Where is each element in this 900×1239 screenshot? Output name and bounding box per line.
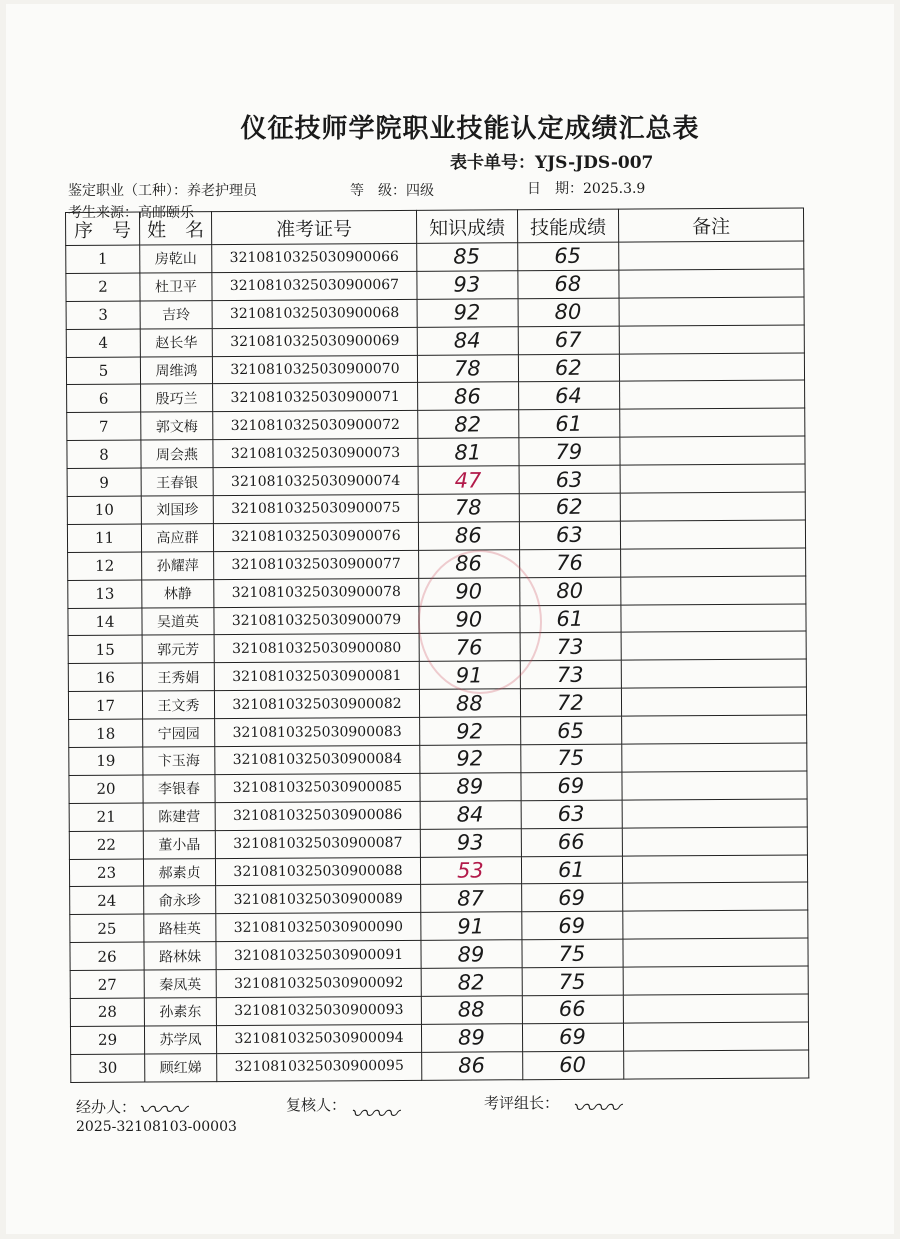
cell-seq: 16 <box>68 663 142 691</box>
table-row <box>70 994 808 1026</box>
cell-knowledge-score: 91 <box>419 661 520 690</box>
cell-name: 郝素贞 <box>143 858 215 886</box>
cell-remarks <box>622 827 807 856</box>
cell-skill-score: 69 <box>522 911 623 940</box>
level-value: 四级 <box>406 183 434 199</box>
cell-seq: 22 <box>69 831 143 859</box>
table-row <box>68 687 806 719</box>
cell-seq: 13 <box>68 580 142 608</box>
cell-remarks <box>621 659 806 688</box>
cell-skill-score: 62 <box>518 354 619 383</box>
cell-name: 周维鸿 <box>140 356 212 384</box>
cell-skill-score: 61 <box>521 856 622 885</box>
cell-seq: 4 <box>66 329 140 357</box>
cell-seq: 8 <box>67 440 141 468</box>
cell-name: 李银春 <box>143 775 215 803</box>
cell-remarks <box>623 966 808 995</box>
cell-seq: 5 <box>66 357 140 385</box>
table-header-row <box>66 208 804 246</box>
cell-remarks <box>622 855 807 884</box>
cell-seq: 10 <box>67 496 141 524</box>
cell-knowledge-score: 47 <box>418 466 519 495</box>
cell-skill-score: 65 <box>521 716 622 745</box>
reviewer-label: 复核人： <box>286 1096 347 1114</box>
cell-remarks <box>623 1022 808 1051</box>
cell-exam-id: 3210810325030900079 <box>214 606 419 635</box>
cell-name: 宁园园 <box>143 719 215 747</box>
cell-skill-score: 80 <box>520 577 621 606</box>
cell-knowledge-score: 82 <box>421 968 522 997</box>
cell-seq: 18 <box>69 719 143 747</box>
reviewer-signature: 〰〰 <box>350 1100 398 1128</box>
cell-skill-score: 64 <box>519 382 620 411</box>
cell-exam-id: 3210810325030900082 <box>214 690 419 719</box>
handler-label: 经办人： <box>76 1098 137 1116</box>
cell-name: 顾红娣 <box>145 1053 217 1081</box>
document-title: 仪征技师学院职业技能认定成绩汇总表 <box>240 114 700 144</box>
cell-seq: 28 <box>70 998 144 1026</box>
cell-name: 高应群 <box>141 524 213 552</box>
cell-skill-score: 69 <box>521 772 622 801</box>
cell-remarks <box>620 464 805 493</box>
header-remarks: 备注 <box>618 208 803 242</box>
source-value: 高邮颐乐 <box>138 205 194 221</box>
cell-name: 杜卫平 <box>140 272 212 300</box>
cell-knowledge-score: 88 <box>421 996 522 1025</box>
cell-knowledge-score: 88 <box>419 689 520 718</box>
table-row <box>66 325 804 357</box>
cell-name: 路桂英 <box>144 914 216 942</box>
header-skill-score: 技能成绩 <box>517 209 618 243</box>
table-row <box>69 827 807 859</box>
cell-knowledge-score: 93 <box>420 828 521 857</box>
cell-skill-score: 68 <box>518 270 619 299</box>
cell-exam-id: 3210810325030900093 <box>216 996 421 1025</box>
cell-name: 周会燕 <box>141 440 213 468</box>
cell-seq: 24 <box>70 887 144 915</box>
cell-skill-score: 62 <box>519 493 620 522</box>
cell-seq: 26 <box>70 942 144 970</box>
cell-seq: 25 <box>70 914 144 942</box>
cell-exam-id: 3210810325030900095 <box>217 1052 422 1081</box>
table-row <box>69 715 807 747</box>
cell-seq: 9 <box>67 468 141 496</box>
cell-exam-id: 3210810325030900076 <box>213 522 418 551</box>
cell-knowledge-score: 86 <box>419 550 520 579</box>
cell-skill-score: 75 <box>522 967 623 996</box>
cell-seq: 17 <box>68 691 142 719</box>
cell-knowledge-score: 53 <box>420 856 521 885</box>
table-row <box>67 408 805 440</box>
cell-exam-id: 3210810325030900069 <box>212 327 417 356</box>
cell-exam-id: 3210810325030900081 <box>214 662 419 691</box>
cell-name: 赵长华 <box>140 328 212 356</box>
table-row <box>67 380 805 412</box>
cell-exam-id: 3210810325030900080 <box>214 634 419 663</box>
cell-skill-score: 73 <box>520 633 621 662</box>
cell-remarks <box>620 408 805 437</box>
table-row <box>67 520 805 552</box>
cell-exam-id: 3210810325030900084 <box>215 745 420 774</box>
cell-remarks <box>621 548 806 577</box>
cell-exam-id: 3210810325030900070 <box>212 355 417 384</box>
table-row <box>69 799 807 831</box>
table-row <box>67 492 805 524</box>
occupation-label: 鉴定职业（工种）： <box>68 183 187 199</box>
cell-seq: 3 <box>66 301 140 329</box>
cell-name: 孙素东 <box>144 998 216 1026</box>
cell-remarks <box>621 687 806 716</box>
cell-seq: 14 <box>68 608 142 636</box>
cell-exam-id: 3210810325030900087 <box>215 829 420 858</box>
cell-remarks <box>619 325 804 354</box>
cell-knowledge-score: 78 <box>418 494 519 523</box>
cell-remarks <box>621 604 806 633</box>
cell-knowledge-score: 92 <box>417 299 518 328</box>
cell-skill-score: 63 <box>521 800 622 829</box>
cell-remarks <box>619 269 804 298</box>
leader-signature: 〰〰 <box>572 1094 620 1122</box>
cell-name: 房乾山 <box>140 245 212 273</box>
table-row <box>70 910 808 942</box>
date-label: 日 期： <box>527 181 583 197</box>
table-row <box>67 436 805 468</box>
cell-name: 王春银 <box>141 468 213 496</box>
cell-name: 吉玲 <box>140 300 212 328</box>
cell-remarks <box>623 994 808 1023</box>
level-field <box>350 180 434 200</box>
cell-name: 殷巧兰 <box>141 384 213 412</box>
card-number: 表卡单号：YJS-JDS-007 <box>450 153 654 173</box>
cell-seq: 2 <box>66 273 140 301</box>
cell-skill-score: 80 <box>518 298 619 327</box>
cell-skill-score: 67 <box>518 326 619 355</box>
cell-knowledge-score: 82 <box>418 410 519 439</box>
cell-seq: 29 <box>70 1026 144 1054</box>
cell-exam-id: 3210810325030900083 <box>215 717 420 746</box>
cell-knowledge-score: 84 <box>417 326 518 355</box>
document-code: 2025-32108103-00003 <box>76 1119 237 1135</box>
table-row <box>66 297 804 329</box>
cell-knowledge-score: 86 <box>418 382 519 411</box>
cell-exam-id: 3210810325030900090 <box>216 913 421 942</box>
occupation-field <box>68 180 257 200</box>
cell-name: 林静 <box>142 579 214 607</box>
cell-remarks <box>622 771 807 800</box>
cell-name: 王秀娟 <box>142 663 214 691</box>
cell-remarks <box>623 882 808 911</box>
cell-seq: 7 <box>67 412 141 440</box>
cell-exam-id: 3210810325030900078 <box>214 578 419 607</box>
cell-remarks <box>620 436 805 465</box>
cell-seq: 11 <box>67 524 141 552</box>
cell-remarks <box>623 938 808 967</box>
cell-knowledge-score: 89 <box>421 1024 522 1053</box>
table-row <box>70 938 808 970</box>
cell-exam-id: 3210810325030900068 <box>212 299 417 328</box>
cell-remarks <box>620 520 805 549</box>
header-exam-id: 准考证号 <box>212 210 417 244</box>
official-stamp <box>418 550 542 694</box>
cell-skill-score: 75 <box>522 939 623 968</box>
cell-exam-id: 3210810325030900075 <box>213 494 418 523</box>
cell-name: 俞永珍 <box>144 886 216 914</box>
cell-knowledge-score: 89 <box>421 940 522 969</box>
cell-skill-score: 63 <box>519 465 620 494</box>
cell-knowledge-score: 89 <box>420 773 521 802</box>
cell-seq: 27 <box>70 970 144 998</box>
cell-name: 孙耀萍 <box>142 551 214 579</box>
cell-seq: 12 <box>68 552 142 580</box>
level-label: 等 级： <box>350 183 406 199</box>
cell-name: 郭元芳 <box>142 635 214 663</box>
cell-skill-score: 65 <box>518 242 619 271</box>
cell-exam-id: 3210810325030900072 <box>213 411 418 440</box>
cell-name: 郭文梅 <box>141 412 213 440</box>
table-row <box>70 1022 808 1054</box>
date-value: 2025.3.9 <box>583 181 646 197</box>
cell-exam-id: 3210810325030900066 <box>212 243 417 272</box>
cell-knowledge-score: 86 <box>418 522 519 551</box>
header-name: 姓 名 <box>140 212 212 245</box>
cell-skill-score: 72 <box>520 688 621 717</box>
table-row <box>69 771 807 803</box>
cell-exam-id: 3210810325030900067 <box>212 271 417 300</box>
cell-skill-score: 79 <box>519 437 620 466</box>
table-row <box>70 882 808 914</box>
cell-seq: 15 <box>68 636 142 664</box>
header-seq: 序 号 <box>66 212 140 245</box>
cell-skill-score: 69 <box>522 884 623 913</box>
handler-signature: 〰〰 <box>138 1096 186 1124</box>
table-row <box>67 464 805 496</box>
table-row <box>71 1050 809 1082</box>
table-row <box>70 966 808 998</box>
cell-exam-id: 3210810325030900071 <box>213 383 418 412</box>
table-row <box>69 855 807 887</box>
leader-label: 考评组长： <box>484 1094 560 1112</box>
cell-knowledge-score: 90 <box>419 577 520 606</box>
cell-knowledge-score: 87 <box>421 884 522 913</box>
cell-name: 王文秀 <box>142 691 214 719</box>
cell-remarks <box>621 576 806 605</box>
cell-knowledge-score: 84 <box>420 801 521 830</box>
cell-exam-id: 3210810325030900088 <box>215 857 420 886</box>
cell-exam-id: 3210810325030900091 <box>216 941 421 970</box>
cell-exam-id: 3210810325030900092 <box>216 968 421 997</box>
cell-name: 陈建营 <box>143 802 215 830</box>
cell-remarks <box>622 715 807 744</box>
cell-seq: 6 <box>67 384 141 412</box>
table-row <box>66 353 804 385</box>
cell-knowledge-score: 92 <box>420 745 521 774</box>
cell-knowledge-score: 90 <box>419 605 520 634</box>
cell-skill-score: 69 <box>522 1023 623 1052</box>
cell-seq: 19 <box>69 747 143 775</box>
cell-seq: 30 <box>71 1054 145 1082</box>
table-row <box>66 269 804 301</box>
cell-seq: 1 <box>66 245 140 273</box>
cell-skill-score: 61 <box>520 605 621 634</box>
date-field <box>527 178 645 198</box>
cell-name: 董小晶 <box>143 830 215 858</box>
cell-knowledge-score: 91 <box>421 912 522 941</box>
cell-seq: 23 <box>69 859 143 887</box>
cell-name: 路林妹 <box>144 942 216 970</box>
cell-name: 苏学凤 <box>144 1026 216 1054</box>
cell-exam-id: 3210810325030900073 <box>213 439 418 468</box>
cell-skill-score: 66 <box>522 995 623 1024</box>
source-label: 考生来源： <box>68 205 138 221</box>
cell-exam-id: 3210810325030900085 <box>215 773 420 802</box>
cell-knowledge-score: 86 <box>422 1052 523 1081</box>
cell-remarks <box>619 241 804 270</box>
cell-remarks <box>624 1050 809 1079</box>
cell-skill-score: 63 <box>519 521 620 550</box>
cell-remarks <box>619 297 804 326</box>
cell-exam-id: 3210810325030900086 <box>215 801 420 830</box>
cell-exam-id: 3210810325030900094 <box>216 1024 421 1053</box>
cell-seq: 21 <box>69 803 143 831</box>
cell-remarks <box>620 492 805 521</box>
cell-remarks <box>622 743 807 772</box>
cell-name: 秦凤英 <box>144 970 216 998</box>
cell-skill-score: 76 <box>520 549 621 578</box>
table-row <box>69 743 807 775</box>
cell-skill-score: 60 <box>523 1051 624 1080</box>
cell-skill-score: 75 <box>521 744 622 773</box>
cell-skill-score: 73 <box>520 660 621 689</box>
cell-skill-score: 61 <box>519 409 620 438</box>
cell-seq: 20 <box>69 775 143 803</box>
cell-remarks <box>623 910 808 939</box>
cell-knowledge-score: 93 <box>417 271 518 300</box>
cell-remarks <box>620 380 805 409</box>
header-knowledge-score: 知识成绩 <box>416 210 517 244</box>
cell-knowledge-score: 92 <box>420 717 521 746</box>
cell-knowledge-score: 85 <box>417 243 518 272</box>
table-row <box>66 241 804 273</box>
cell-name: 刘国珍 <box>141 496 213 524</box>
cell-remarks <box>619 353 804 382</box>
cell-remarks <box>621 631 806 660</box>
cell-exam-id: 3210810325030900074 <box>213 466 418 495</box>
cell-exam-id: 3210810325030900077 <box>214 550 419 579</box>
cell-name: 卞玉海 <box>143 747 215 775</box>
cell-skill-score: 66 <box>521 828 622 857</box>
occupation-value: 养老护理员 <box>187 183 257 199</box>
cell-name: 吴道英 <box>142 607 214 635</box>
cell-knowledge-score: 76 <box>419 633 520 662</box>
cell-remarks <box>622 799 807 828</box>
cell-knowledge-score: 78 <box>417 354 518 383</box>
cell-knowledge-score: 81 <box>418 438 519 467</box>
cell-exam-id: 3210810325030900089 <box>216 885 421 914</box>
